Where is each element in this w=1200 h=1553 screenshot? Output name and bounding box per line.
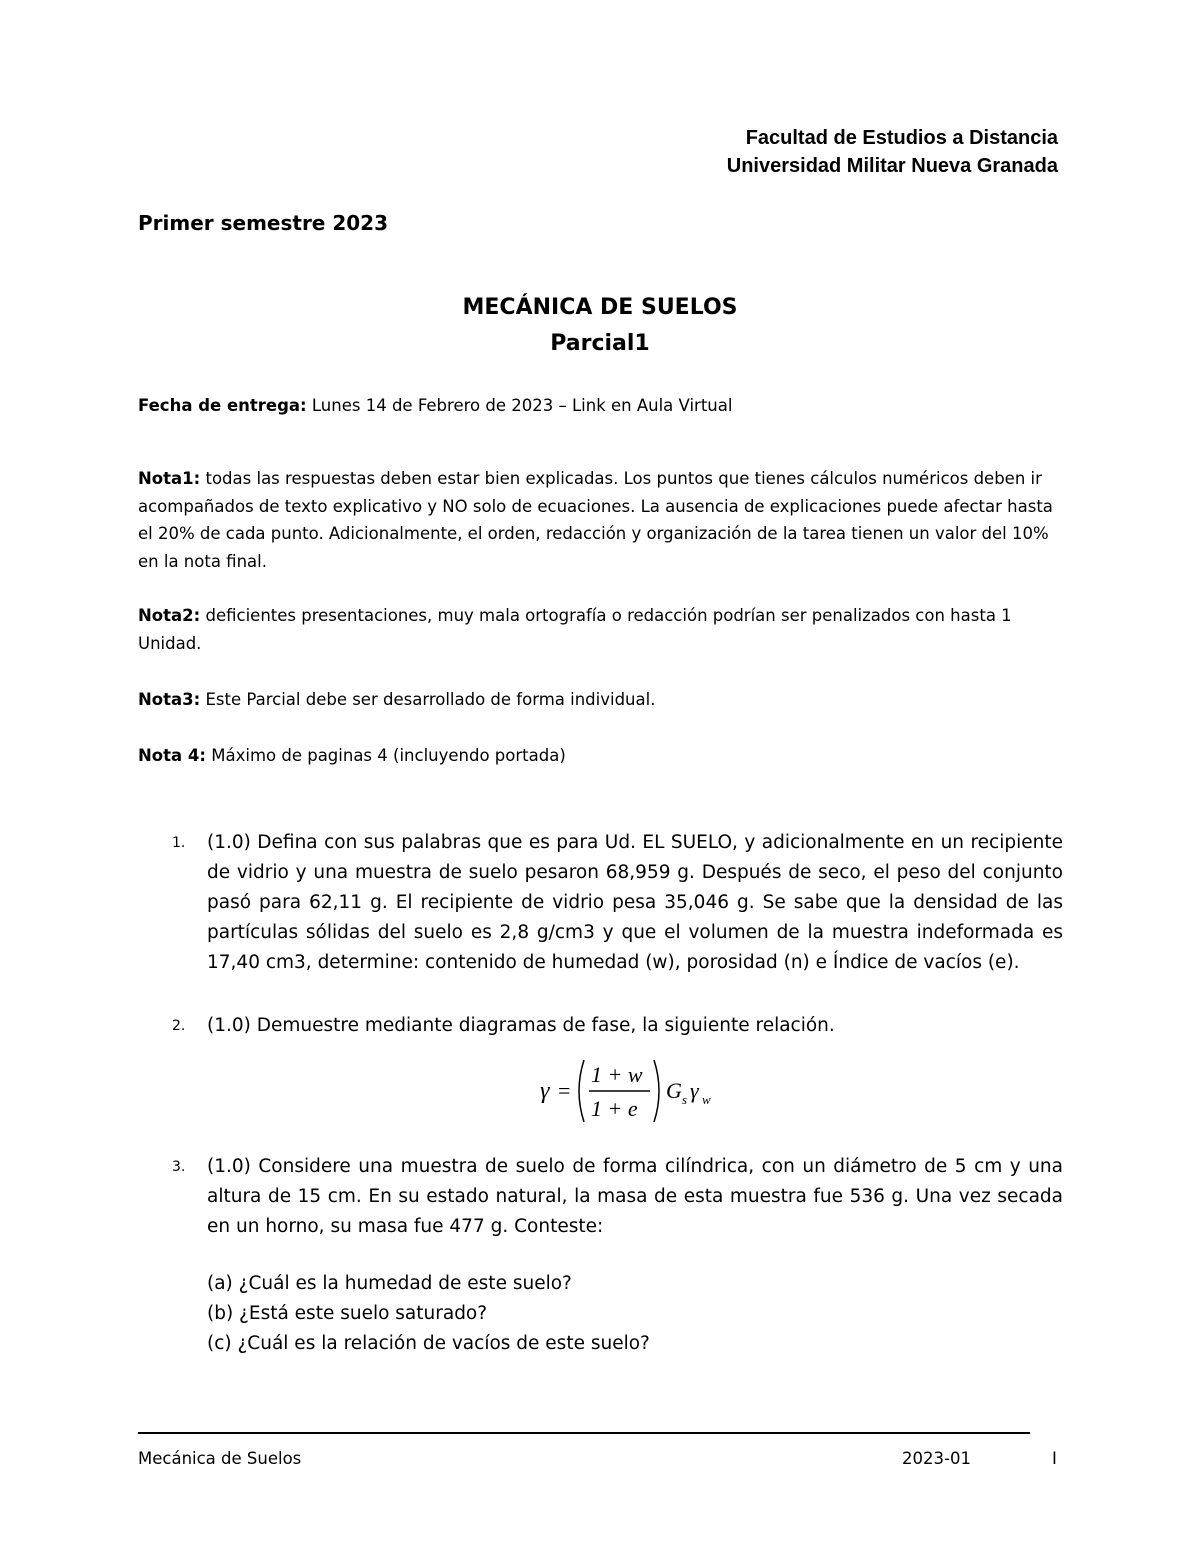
note-text: todas las respuestas deben estar bien explicadas. Los puntos que tienes cálculos numéricos deben ir acompañados de texto explicativo y NO solo de ecuaciones. La ausencia de explicaciones puede afectar hasta el 20% de cada punto. Adicionalmente, el orden, redacción y organización de la tarea tienen un valor del 10% en la nota final. [138, 469, 1053, 571]
due-date-label: Fecha de entrega: [138, 396, 307, 415]
formula-denominator: 1 + e [591, 1096, 638, 1121]
formula-gw-sub: w [702, 1092, 711, 1107]
note-2 [138, 602, 1064, 657]
institution-faculty: Facultad de Estudios a Distancia [745, 127, 1058, 149]
subquestion-c: (c) ¿Cuál es la relación de vacíos de este suelo? [207, 1333, 650, 1354]
page-subtitle: Parcial1 [550, 331, 650, 356]
question-number: 1. [172, 835, 186, 851]
question-number: 2. [172, 1018, 186, 1034]
question-number: 3. [172, 1159, 186, 1175]
note-label: Nota 4: [138, 746, 206, 765]
note-text: Máximo de paginas 4 (incluyendo portada) [206, 746, 566, 765]
formula-numerator: 1 + w [591, 1062, 643, 1087]
note-1 [138, 465, 1064, 575]
note-label: Nota1: [138, 469, 201, 488]
subquestion-b: (b) ¿Está este suelo saturado? [207, 1303, 488, 1324]
formula-gs-base: G [666, 1078, 682, 1103]
question-1: (1.0) Defina con sus palabras que es para Ud. EL SUELO, y adicionalmente en un recipiente de vidrio y una muestra de suelo pesaron 68,959 g. Después de seco, el peso del conjunto pasó para 62,11 g. El recipiente de vidrio pesa 35,046 g. Se sabe que la densidad de las partículas sólidas del suelo es 2,8 g/cm3 y que el volumen de la muestra indeformada es 17,40 cm3, determine: contenido de humedad (w), porosidad (n) e Índice de vacíos (e). [207, 832, 1063, 973]
formula-equals: = [558, 1078, 571, 1103]
unit-weight-formula [532, 1054, 722, 1128]
due-date [138, 392, 1064, 420]
formula-right-paren [654, 1060, 659, 1122]
question-2: (1.0) Demuestre mediante diagramas de fase, la siguiente relación. [207, 1015, 835, 1036]
due-date-value: Lunes 14 de Febrero de 2023 – Link en Aula Virtual [306, 396, 733, 415]
note-text: deficientes presentaciones, muy mala ortografía o redacción podrían ser penalizados con hasta 1 Unidad. [138, 606, 1012, 653]
semester-label: Primer semestre 2023 [138, 211, 388, 235]
footer-course: Mecánica de Suelos [138, 1449, 302, 1468]
note-4 [138, 742, 1064, 770]
note-3 [138, 686, 1064, 714]
footer-page-number: I [1052, 1449, 1057, 1468]
note-label: Nota2: [138, 606, 201, 625]
question-3: (1.0) Considere una muestra de suelo de forma cilíndrica, con un diámetro de 5 cm y una altura de 15 cm. En su estado natural, la masa de esta muestra fue 536 g. Una vez secada en un horno, su masa fue 477 g. Conteste: [207, 1156, 1063, 1237]
footer-divider [138, 1432, 1030, 1434]
note-text: Este Parcial debe ser desarrollado de forma individual. [200, 690, 656, 709]
institution-university: Universidad Militar Nueva Granada [726, 155, 1058, 177]
footer-term-code: 2023-01 [902, 1449, 971, 1468]
page-title: MECÁNICA DE SUELOS [462, 295, 738, 320]
formula-gw-base: γ [690, 1078, 699, 1103]
subquestion-a: (a) ¿Cuál es la humedad de este suelo? [207, 1273, 572, 1294]
formula-left-paren [579, 1060, 584, 1122]
note-label: Nota3: [138, 690, 201, 709]
formula-gamma: γ [540, 1078, 550, 1104]
formula-gs-sub: s [682, 1092, 688, 1107]
